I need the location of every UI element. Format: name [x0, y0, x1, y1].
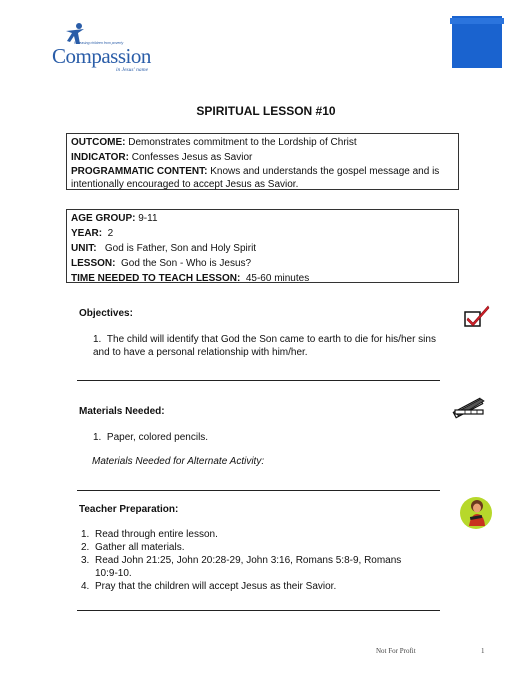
- preparation-heading: Teacher Preparation:: [79, 504, 179, 515]
- age-line: [71, 211, 453, 226]
- time-line: [71, 271, 453, 286]
- list-item-number: 2.: [81, 542, 90, 553]
- year-label: YEAR:: [71, 228, 103, 239]
- programmatic-label: PROGRAMMATIC CONTENT:: [71, 166, 208, 177]
- lesson-value: God the Son - Who is Jesus?: [115, 258, 252, 269]
- unit-value: God is Father, Son and Holy Spirit: [96, 243, 257, 254]
- page-title: SPIRITUAL LESSON #10: [196, 104, 336, 118]
- list-item-text: Pray that the children will accept Jesus as their Savior.: [95, 581, 337, 592]
- unit-line: [71, 241, 453, 256]
- list-item-number: 4.: [81, 581, 90, 592]
- lesson-line: [71, 256, 453, 271]
- list-item-text: Gather all materials.: [95, 542, 185, 553]
- pencil-ruler-icon: [451, 393, 487, 419]
- indicator-line: [71, 150, 453, 165]
- time-value: 45-60 minutes: [240, 273, 310, 284]
- outcome-label: OUTCOME:: [71, 137, 126, 148]
- list-item: [81, 580, 421, 593]
- programmatic-line: [71, 165, 453, 191]
- age-value: 9-11: [135, 213, 158, 224]
- list-item-text: Read through entire lesson.: [95, 529, 218, 540]
- outcome-line: [71, 135, 453, 150]
- programmatic-value: Knows and understands the gospel message and is intentionally encouraged to accept Jesus as Savior.: [71, 166, 440, 190]
- logo-wordmark: Compassion: [52, 44, 151, 68]
- indicator-value: Confesses Jesus as Savior: [128, 152, 253, 163]
- unit-label: UNIT:: [71, 243, 97, 254]
- list-item-text: Read John 21:25, John 20:28-29, John 3:16, Romans 5:8-9, Romans 10:9-10.: [95, 555, 402, 579]
- list-item-number: 3.: [81, 555, 90, 566]
- checkbox-icon: [463, 304, 491, 330]
- time-label: TIME NEEDED TO TEACH LESSON:: [71, 273, 241, 284]
- indicator-label: INDICATOR:: [71, 152, 129, 163]
- compassion-logo: [52, 22, 164, 73]
- list-item-text: The child will identify that God the Son came to earth to die for his/her sins and to have a personal relationship with him/her.: [93, 334, 436, 358]
- lesson-info-box: [66, 209, 459, 283]
- alternate-activity-label: Materials Needed for Alternate Activity:: [92, 456, 265, 467]
- logo-subline: in Jesus' name: [116, 67, 149, 73]
- page-number: 1: [481, 647, 485, 655]
- objectives-heading: Objectives:: [79, 308, 133, 319]
- list-item: [81, 528, 421, 541]
- footer-note: Not For Profit: [376, 647, 416, 655]
- age-label: AGE GROUP:: [71, 213, 136, 224]
- materials-list: [93, 431, 433, 444]
- section-divider: [77, 610, 440, 611]
- list-item-number: 1.: [93, 432, 102, 443]
- list-item: [93, 333, 443, 359]
- list-item: [81, 541, 421, 554]
- objectives-list: [93, 333, 443, 359]
- lesson-label: LESSON:: [71, 258, 116, 269]
- list-item-number: 1.: [93, 334, 102, 345]
- materials-heading: Materials Needed:: [79, 406, 165, 417]
- list-item: [81, 554, 421, 580]
- list-item-text: Paper, colored pencils.: [106, 432, 209, 443]
- logo-tagline: Releasing children from poverty: [74, 41, 124, 45]
- decorative-blue-block: [452, 16, 502, 68]
- section-divider: [77, 380, 440, 381]
- year-line: [71, 226, 453, 241]
- outcome-value: Demonstrates commitment to the Lordship of Christ: [125, 137, 357, 148]
- year-value: 2: [102, 228, 114, 239]
- section-divider: [77, 490, 440, 491]
- list-item-number: 1.: [81, 529, 90, 540]
- preparation-list: [81, 528, 421, 593]
- outcome-box: [66, 133, 459, 190]
- teacher-icon: [459, 494, 493, 532]
